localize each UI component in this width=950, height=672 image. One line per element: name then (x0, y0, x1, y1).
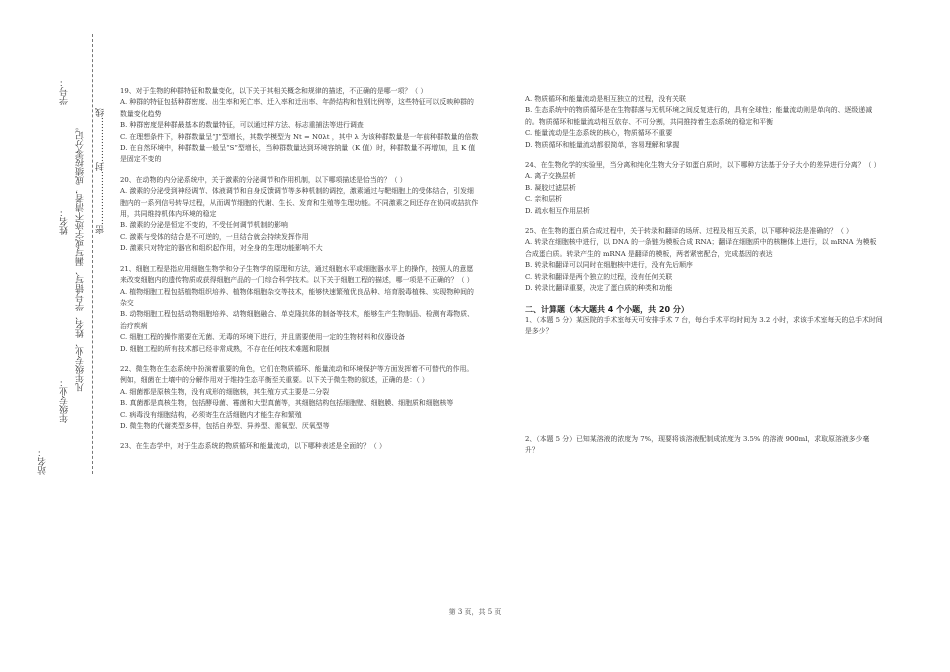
option-b: B. 动物细胞工程包括动物细胞培养、动物细胞融合、单克隆抗体的制备等技术，能够生产生物制品、检测有毒物质、治疗疾病 (120, 310, 474, 330)
option-d: D. 激素只对特定的器官和组织起作用，对全身的生理功能影响不大 (120, 244, 323, 253)
question-22 (120, 364, 480, 432)
warning-text: 凡年级专业、姓名、学号错写、漏写或字迹不清者，成绩按零分记。 (76, 122, 86, 392)
option-a: A. 种群的特征包括种群密度、出生率和死亡率、迁入率和迁出率、年龄结构和性别比例等，这些特征可以反映种群的数量变化趋势 (120, 98, 474, 118)
option-c: C. 能量流动是生态系统的核心，物质循环不重要 (525, 129, 673, 138)
option-a: A. 离子交换层析 (525, 172, 576, 181)
option-a: A. 植物细胞工程包括植物组织培养、植物体细胞杂交等技术，能够快速繁殖优良品种、培育脱毒植株、实现物种间的杂交 (120, 287, 474, 307)
option-c: C. 细胞工程的操作需要在无菌、无毒的环境下进行，并且需要使用一定的生物材料和仪器设备 (120, 333, 406, 342)
option-b: B. 生态系统中的物质循环是在生物群落与无机环境之间反复进行的，具有全球性；能量流动则是单向的、逐级递减的。物质循环和能量流动相互依存、不可分割，共同推持着生态系统的稳定和平衡 (525, 106, 873, 126)
question-24 (525, 160, 883, 217)
question-19 (120, 86, 480, 166)
question-25 (525, 226, 883, 294)
option-b: B. 转录和翻译可以同时在细胞核中进行，没有先后顺序 (525, 261, 693, 270)
school-label: 站名： (38, 448, 48, 475)
option-c: C. 亲和层析 (525, 195, 562, 204)
option-a: A. 物质循环和能量流动是相互独立的过程，没有关联 (525, 95, 686, 103)
option-d: D. 物质循环和能量流动都很简单，容易理解和掌握 (525, 140, 680, 149)
option-a: A. 激素的分泌受到神经调节、体液调节和自身反馈调节等多种机制的调控，激素通过与靶细胞上的受体结合，引发细胞内的一系列信号转导过程，从而调节细胞的代谢、生长、发育和生殖等生理功能。不同激素之间还存在协同或拮抗作用，共同维持机体内环境的稳定 (120, 187, 479, 219)
option-b: B. 激素的分泌是恒定不变的，不受任何调节机制的影响 (120, 221, 288, 230)
option-b: B. 凝胶过滤层析 (525, 183, 576, 192)
option-d: D. 细胞工程的所有技术都已经非常成熟，不存在任何技术难题和限制 (120, 344, 330, 353)
option-c: C. 转录和翻译是两个独立的过程，没有任何关联 (525, 272, 673, 281)
calc-question-1: 1、（本题 5 分）某医院的手术室每天可安排手术 7 台，每台手术平均时间为 3.2 小时，求该手术室每天的总手术时间是多少？ (525, 315, 883, 336)
question-21 (120, 264, 480, 355)
option-a: A. 细菌都是原核生物，没有成形的细胞核，其生殖方式主要是二分裂 (120, 387, 330, 396)
binding-line-text: 密………………封……………线 (96, 108, 106, 234)
calc-question-2: 2、（本题 5 分）已知某溶液的浓度为 7%，现要将该溶液配制成浓度为 3.5% 的溶液 900ml，求取原溶液多少毫升？ (525, 434, 870, 455)
question-stem: 20、在动物的内分泌系统中，关于激素的分泌调节和作用机制，以下哪项描述是恰当的？（ ） (120, 175, 407, 184)
binding-dashed-line (92, 34, 93, 474)
class-label: 年级专业： (60, 378, 70, 423)
question-stem: 21、细胞工程是指应用细胞生物学和分子生物学的原理和方法，通过细胞水平或细胞器水平上的操作，按照人的意愿来改变细胞内的遗传物质或获得细胞产品的一门综合科学技术。以下关于细胞工程的描述，哪一项是不正确的？（ ） (120, 264, 474, 285)
question-stem: 23、在生态学中，对于生态系统的物质循环和能量流动，以下哪种表述是全面的？（ ） (120, 442, 386, 451)
option-d: D. 疏水相互作用层析 (525, 206, 590, 215)
option-d: D. 转录比翻译重要，决定了蛋白质的种类和功能 (525, 284, 673, 293)
option-c: C. 激素与受体的结合是不可逆的，一旦结合就会持续发挥作用 (120, 232, 309, 241)
question-stem: 22、微生物在生态系统中扮演着重要的角色，它们在物质循环、能量流动和环境保护等方面发挥着不可替代的作用。例如，细菌在土壤中的分解作用对于维持生态平衡至关重要。以下关于微生物的叙述，正确的是：（ ） (120, 364, 474, 385)
page-footer: 第 3 页，共 5 页 (448, 608, 502, 616)
option-b: B. 真菌都是真核生物，包括酵母菌、霉菌和大型真菌等，其细胞结构包括细胞壁、细胞膜、细胞质和细胞核等 (120, 399, 454, 408)
question-stem: 24、在生物化学的实验里，当分离和纯化生物大分子如蛋白质时，以下哪种方法基于分子大小的差异进行分离？（ ） (525, 161, 881, 170)
right-column (525, 94, 883, 457)
question-23-options (525, 94, 883, 151)
option-c: C. 在理想条件下，种群数量呈“J”型增长，其数学模型为 Nt = N0λt ，其中 λ 为该种群数量是一年前种群数量的倍数 (120, 132, 479, 141)
question-23 (120, 441, 480, 452)
answer-space (525, 338, 883, 434)
left-column (120, 86, 480, 462)
question-20 (120, 175, 480, 255)
question-stem: 25、在生物的蛋白质合成过程中，关于转录和翻译的场所、过程及相互关系，以下哪种说法是准确的？（ ） (525, 227, 853, 236)
section-title: 二、计算题（本大题共 4 个小题，共 20 分） (525, 304, 689, 314)
question-stem: 19、对于生物的种群特征和数量变化，以下关于其相关概念和规律的描述，不正确的是哪一项？（ ） (120, 87, 428, 95)
option-a: A. 转录在细胞核中进行，以 DNA 的一条链为模板合成 RNA；翻译在细胞质中的核糖体上进行，以 mRNA 为模板合成蛋白质。转录产生的 mRNA 是翻译的模板，两者紧密配合，完成基因的表达 (525, 238, 877, 258)
student-id-label: 学号： (60, 78, 70, 105)
option-c: C. 病毒没有细胞结构，必须寄生在活细胞内才能生存和繁殖 (120, 410, 302, 419)
name-label: 姓名： (60, 208, 70, 235)
option-d: D. 在自然环境中，种群数量一般呈“S”型增长，当种群数量达到环境容纳量（K 值）时，种群数量不再增加，且 K 值是固定不变的 (120, 144, 476, 164)
option-b: B. 种群密度是种群最基本的数量特征，可以通过样方法、标志重捕法等进行调查 (120, 121, 364, 130)
binding-margin (0, 0, 112, 672)
option-d: D. 微生物的代谢类型多样，包括自养型、异养型、需氧型、厌氧型等 (120, 421, 330, 430)
